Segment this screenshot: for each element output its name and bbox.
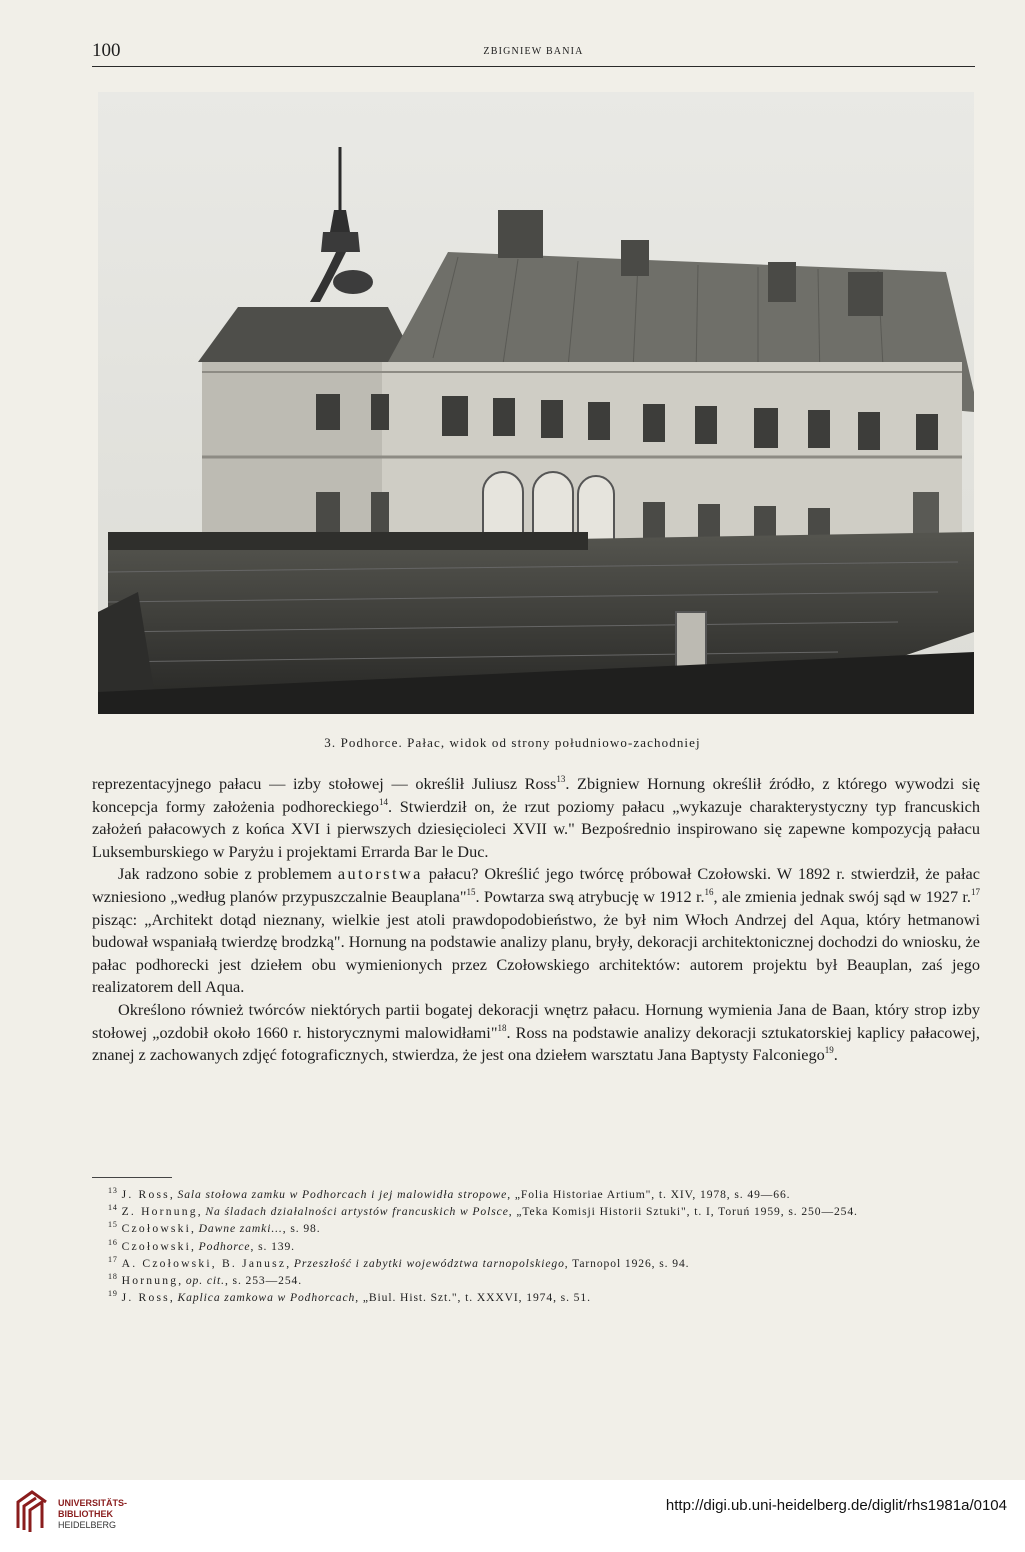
library-name-line: UNIVERSITÄTS- xyxy=(58,1498,128,1508)
footnote-title: Przeszłość i zabytki województwa tarnopolskiego xyxy=(293,1256,565,1270)
footnote-number: 19 xyxy=(108,1289,118,1299)
footnote-number: 15 xyxy=(108,1220,118,1230)
footnote-rest: , Tarnopol 1926, s. 94. xyxy=(564,1256,690,1270)
text-run: pałacu? Określić jego twórcę próbował Czołowski. W 1892 r. stwierdził, że pałac wzniesiono „według planów przypuszczalnie Beauplana" xyxy=(92,864,980,906)
text-run: . Stwierdził on, że rzut poziomy pałacu „wykazuje charakterystyczny typ francuskich założeń pałacowych z końca XVI i pierwszych dziesięcioleci XVII w." Bezpośrednio inspirowano się zapewne kompozycją pałacu Luksemburskiego w Paryżu i projektami Errarda Bar le Duc. xyxy=(92,796,981,861)
footnote-number: 18 xyxy=(108,1272,118,1282)
source-url-link[interactable]: http://digi.ub.uni-heidelberg.de/diglit/rhs1981a/0104 xyxy=(665,1497,1007,1514)
body-text xyxy=(92,773,980,1067)
figure-caption: 3. Podhorce. Pałac, widok od strony południowo-zachodniej xyxy=(324,735,701,750)
footnote xyxy=(92,1272,980,1289)
footnote xyxy=(92,1203,980,1220)
footnote-divider xyxy=(92,1177,172,1178)
text-run: pisząc: „Architekt dotąd nieznany, wielkie jest atoli prawdopodobieństwo, że był nim Włoch Andrzej del Aqua, który hetmanowi budował wspaniałą twierdzę brodzką". Hornung na podstawie analizy planu, bryły, dekoracji architektonicznej dochodzi do wniosku, że pałac podhorecki jest dziełem obu wymienionych przez Czołowskiego architektów: autorem projektu był Beauplan, zaś jego realizatorem dell Aqua. xyxy=(92,909,980,997)
library-name xyxy=(58,1498,127,1531)
footnote-sep: , xyxy=(191,1222,199,1236)
footnotes xyxy=(92,1186,980,1306)
footnote-ref: 16 xyxy=(704,886,714,897)
text-run: . Powtarza swą atrybucję w 1912 r. xyxy=(475,886,705,906)
footnote-ref: 19 xyxy=(824,1045,834,1056)
footnote-rest: , „Biul. Hist. Szt.", t. XXXVI, 1974, s. 51. xyxy=(355,1291,591,1305)
footnote-sep: , xyxy=(191,1239,199,1253)
footnote-rest: , s. 139. xyxy=(250,1239,295,1253)
footnote-author: Z. Hornung xyxy=(121,1205,198,1219)
paragraph-1 xyxy=(92,773,980,863)
footnote-sep: , xyxy=(286,1256,294,1270)
text-run: , ale zmienia jednak swój sąd w 1927 r. xyxy=(713,886,971,906)
text-run: . Zbigniew Hornung określił źródło, z którego wywodzi się koncepcja formy założenia podhoreckiego xyxy=(92,774,980,816)
footnote-ref: 15 xyxy=(466,886,476,897)
footnote-author: J. Ross xyxy=(121,1188,170,1201)
text-run: reprezentacyjnego pałacu — izby stołowej — określił Juliusz Ross xyxy=(92,774,557,793)
footnote-sep: , xyxy=(169,1188,178,1201)
footnote-number: 17 xyxy=(108,1254,118,1264)
footnote-ref: 17 xyxy=(971,886,980,897)
text-run: Określono również twórców niektórych partii bogatej dekoracji wnętrz pałacu. Hornung wymienia Jana de Baan, który strop izby stołowej „ozdobił około 1660 r. historycznymi malowidłami" xyxy=(92,999,980,1042)
footnote-title: Sala stołowa zamku w Podhorcach i jej malowidła stropowe xyxy=(177,1188,508,1201)
text-run: . Ross na podstawie analizy dekoracji sztukatorskiej kaplicy pałacowej, znanej z zachowanych zdjęć fotograficznych, stwierdza, że jest ona dziełem warsztatu Jana Baptysty Falconiego xyxy=(92,1022,980,1065)
running-title: ZBIGNIEW BANIA xyxy=(483,46,584,57)
footnote-author: Hornung xyxy=(121,1274,179,1288)
page-number: 100 xyxy=(92,40,121,61)
emphasized-word: autorstwa xyxy=(337,864,423,884)
footnote-sep: , xyxy=(169,1291,178,1305)
footnote-title: Kaplica zamkowa w Podhorcach xyxy=(177,1291,356,1305)
footnote-ref: 14 xyxy=(379,796,388,807)
footnote-author: J. Ross xyxy=(121,1291,170,1305)
footnote-ref: 13 xyxy=(556,774,566,784)
footnote-title: Dawne zamki... xyxy=(198,1222,283,1236)
footnote-title: Na śladach działalności artystów francuskich w Polsce xyxy=(205,1205,509,1219)
library-logo-icon xyxy=(12,1488,52,1536)
footnote-sep: , xyxy=(178,1274,186,1288)
library-name-line: BIBLIOTHEK xyxy=(58,1509,113,1519)
footnote-title: Podhorce xyxy=(198,1239,251,1253)
text-run: Jak radzono sobie z problemem xyxy=(118,864,338,884)
footnote xyxy=(92,1289,980,1306)
palace-photograph xyxy=(98,92,974,714)
footnote-number: 13 xyxy=(108,1186,118,1195)
footnote-author: A. Czołowski, B. Janusz xyxy=(121,1256,287,1270)
footnote-rest: , „Teka Komisji Historii Sztuki", t. I, Toruń 1959, s. 250—254. xyxy=(508,1205,858,1219)
footnote-number: 14 xyxy=(108,1203,118,1213)
footnote-number: 16 xyxy=(108,1237,118,1247)
footnote-author: Czołowski xyxy=(121,1239,192,1253)
footnote-author: Czołowski xyxy=(121,1222,192,1236)
footnote-rest: , s. 98. xyxy=(282,1222,321,1236)
paragraph-3 xyxy=(92,999,980,1067)
footnote-sep: , xyxy=(197,1205,206,1219)
footnote xyxy=(92,1238,980,1255)
digitization-footer xyxy=(0,1480,1025,1552)
footnote-rest: , s. 253—254. xyxy=(224,1274,303,1288)
text-run: . xyxy=(833,1045,838,1065)
footnote xyxy=(92,1255,980,1272)
footnote xyxy=(92,1186,980,1203)
footnote-ref: 18 xyxy=(497,1022,507,1033)
library-name-line: HEIDELBERG xyxy=(58,1520,117,1530)
paragraph-2 xyxy=(92,863,980,999)
footnote xyxy=(92,1220,980,1237)
footnote-rest: , „Folia Historiae Artium", t. XIV, 1978, s. 49—66. xyxy=(507,1188,791,1201)
footnote-title: op. cit. xyxy=(185,1274,225,1288)
page-header xyxy=(92,38,975,67)
